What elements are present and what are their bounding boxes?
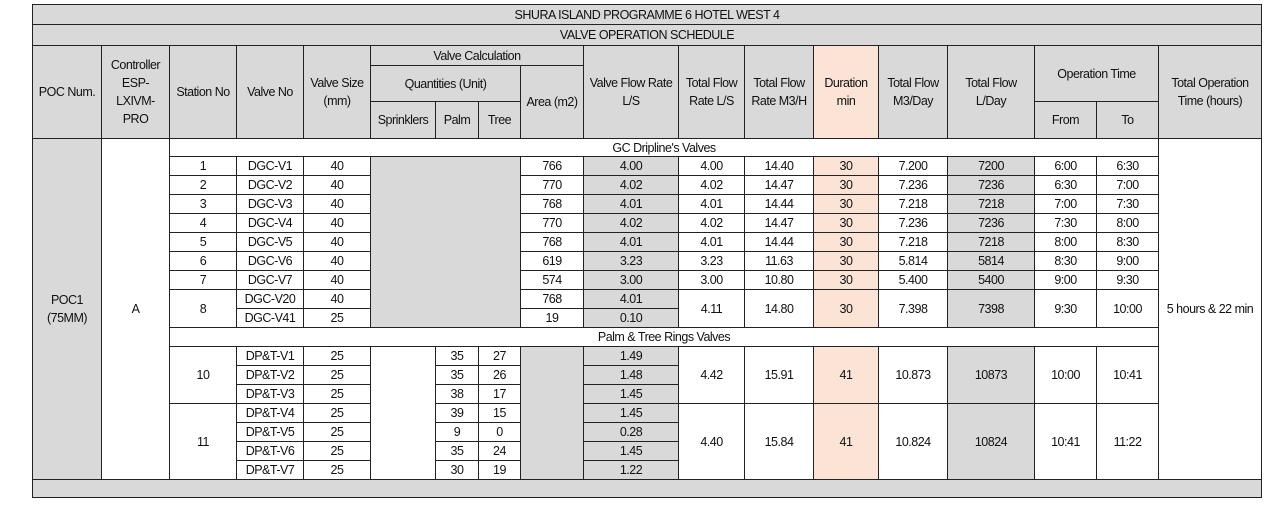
time-to: 10:00 xyxy=(1097,290,1159,328)
valve-no: DGC-V4 xyxy=(237,214,304,233)
tree-count: 17 xyxy=(479,385,521,404)
quantities-empty xyxy=(371,157,521,328)
total-flow-m3day: 7.200 xyxy=(879,157,948,176)
station-no: 2 xyxy=(170,176,237,195)
total-flow-ls: 4.42 xyxy=(679,347,745,404)
valve-size: 25 xyxy=(304,461,371,480)
total-flow-lday: 7218 xyxy=(948,233,1035,252)
palm-count: 35 xyxy=(436,366,479,385)
total-flow-lday: 7236 xyxy=(948,176,1035,195)
total-flow-m3h: 11.63 xyxy=(745,252,814,271)
time-from: 10:00 xyxy=(1035,347,1097,404)
valve-flow: 1.48 xyxy=(584,366,679,385)
valve-no: DGC-V7 xyxy=(237,271,304,290)
valve-flow: 1.45 xyxy=(584,385,679,404)
total-flow-m3day: 10.824 xyxy=(879,404,948,480)
sheet-title: SHURA ISLAND PROGRAMME 6 HOTEL WEST 4 xyxy=(33,5,1262,25)
time-from: 6:30 xyxy=(1035,176,1097,195)
header-area: Area (m2) xyxy=(521,66,584,139)
tree-count: 27 xyxy=(479,347,521,366)
valve-size: 25 xyxy=(304,385,371,404)
station-no: 4 xyxy=(170,214,237,233)
total-flow-m3day: 10.873 xyxy=(879,347,948,404)
valve-flow: 3.23 xyxy=(584,252,679,271)
time-to: 7:00 xyxy=(1097,176,1159,195)
area-empty xyxy=(521,347,584,480)
station-no: 8 xyxy=(170,290,237,328)
valve-schedule-table xyxy=(32,4,1262,498)
header-tree: Tree xyxy=(479,102,521,139)
station-no: 10 xyxy=(170,347,237,404)
total-flow-m3day: 5.400 xyxy=(879,271,948,290)
total-flow-m3day: 5.814 xyxy=(879,252,948,271)
time-to: 8:30 xyxy=(1097,233,1159,252)
duration: 30 xyxy=(814,252,879,271)
valve-flow: 1.49 xyxy=(584,347,679,366)
duration: 30 xyxy=(814,195,879,214)
time-from: 9:00 xyxy=(1035,271,1097,290)
duration: 30 xyxy=(814,233,879,252)
valve-flow: 3.00 xyxy=(584,271,679,290)
time-to: 11:22 xyxy=(1097,404,1159,480)
valve-flow: 1.45 xyxy=(584,404,679,423)
tree-count: 26 xyxy=(479,366,521,385)
total-flow-m3h: 14.47 xyxy=(745,176,814,195)
time-from: 7:00 xyxy=(1035,195,1097,214)
time-to: 6:30 xyxy=(1097,157,1159,176)
poc-size: (75MM) xyxy=(46,311,88,325)
time-to: 9:30 xyxy=(1097,271,1159,290)
header-valve-calculation: Valve Calculation xyxy=(371,46,584,66)
valve-size: 40 xyxy=(304,157,371,176)
section-title-dripline: GC Dripline's Valves xyxy=(170,139,1159,157)
total-flow-m3h: 14.44 xyxy=(745,233,814,252)
valve-flow: 4.01 xyxy=(584,233,679,252)
time-from: 6:00 xyxy=(1035,157,1097,176)
total-flow-lday: 7398 xyxy=(948,290,1035,328)
valve-flow: 4.02 xyxy=(584,176,679,195)
header-valve-flow: Valve Flow Rate L/S xyxy=(584,46,679,139)
total-flow-m3day: 7.236 xyxy=(879,214,948,233)
poc-cell xyxy=(33,139,102,480)
valve-no: DP&T-V4 xyxy=(237,404,304,423)
palm-count: 35 xyxy=(436,442,479,461)
time-from: 8:30 xyxy=(1035,252,1097,271)
time-from: 8:00 xyxy=(1035,233,1097,252)
station-no: 7 xyxy=(170,271,237,290)
tree-count: 0 xyxy=(479,423,521,442)
valve-no: DGC-V6 xyxy=(237,252,304,271)
total-flow-m3day: 7.398 xyxy=(879,290,948,328)
total-flow-m3h: 14.80 xyxy=(745,290,814,328)
total-flow-m3h: 14.44 xyxy=(745,195,814,214)
area: 770 xyxy=(521,214,584,233)
total-flow-ls: 4.00 xyxy=(679,157,745,176)
duration: 30 xyxy=(814,271,879,290)
area: 19 xyxy=(521,309,584,328)
total-flow-ls: 4.01 xyxy=(679,233,745,252)
area: 766 xyxy=(521,157,584,176)
total-flow-m3h: 15.84 xyxy=(745,404,814,480)
palm-count: 38 xyxy=(436,385,479,404)
valve-no: DGC-V20 xyxy=(237,290,304,309)
total-flow-lday: 10824 xyxy=(948,404,1035,480)
total-flow-m3day: 7.236 xyxy=(879,176,948,195)
poc-label: POC1 xyxy=(50,293,84,307)
time-to: 7:30 xyxy=(1097,195,1159,214)
area: 768 xyxy=(521,233,584,252)
duration: 30 xyxy=(814,214,879,233)
valve-no: DP&T-V3 xyxy=(237,385,304,404)
time-from: 9:30 xyxy=(1035,290,1097,328)
valve-size: 40 xyxy=(304,290,371,309)
section-title-palm-tree: Palm & Tree Rings Valves xyxy=(170,328,1159,347)
total-flow-lday: 10873 xyxy=(948,347,1035,404)
total-flow-ls: 3.23 xyxy=(679,252,745,271)
total-flow-lday: 5814 xyxy=(948,252,1035,271)
header-sprinklers: Sprinklers xyxy=(371,102,436,139)
total-flow-ls: 4.40 xyxy=(679,404,745,480)
time-from: 7:30 xyxy=(1035,214,1097,233)
station-no: 11 xyxy=(170,404,237,480)
valve-size: 25 xyxy=(304,366,371,385)
tree-count: 15 xyxy=(479,404,521,423)
total-flow-lday: 5400 xyxy=(948,271,1035,290)
total-flow-ls: 4.11 xyxy=(679,290,745,328)
total-flow-m3day: 7.218 xyxy=(879,233,948,252)
header-station: Station No xyxy=(170,46,237,139)
total-flow-m3day: 7.218 xyxy=(879,195,948,214)
total-flow-m3h: 14.40 xyxy=(745,157,814,176)
header-duration: Duration min xyxy=(814,46,879,139)
valve-no: DP&T-V2 xyxy=(237,366,304,385)
time-to: 8:00 xyxy=(1097,214,1159,233)
valve-no: DGC-V2 xyxy=(237,176,304,195)
total-flow-m3h: 14.47 xyxy=(745,214,814,233)
valve-flow: 0.28 xyxy=(584,423,679,442)
area: 770 xyxy=(521,176,584,195)
header-from: From xyxy=(1035,102,1097,139)
header-total-flow-ls: Total Flow Rate L/S xyxy=(679,46,745,139)
area: 574 xyxy=(521,271,584,290)
total-flow-m3h: 10.80 xyxy=(745,271,814,290)
palm-count: 39 xyxy=(436,404,479,423)
header-total-operation: Total Operation Time (hours) xyxy=(1159,46,1262,139)
duration: 30 xyxy=(814,176,879,195)
header-total-flow-m3day: Total Flow M3/Day xyxy=(879,46,948,139)
valve-size: 25 xyxy=(304,423,371,442)
valve-flow: 0.10 xyxy=(584,309,679,328)
sprinklers-empty xyxy=(371,347,436,480)
header-poc: POC Num. xyxy=(33,46,102,139)
time-to: 10:41 xyxy=(1097,347,1159,404)
valve-no: DGC-V1 xyxy=(237,157,304,176)
valve-no: DGC-V3 xyxy=(237,195,304,214)
duration: 41 xyxy=(814,347,879,404)
valve-flow: 4.01 xyxy=(584,195,679,214)
palm-count: 35 xyxy=(436,347,479,366)
valve-size: 40 xyxy=(304,233,371,252)
tree-count: 19 xyxy=(479,461,521,480)
header-valve-no: Valve No xyxy=(237,46,304,139)
valve-flow: 1.22 xyxy=(584,461,679,480)
station-no: 3 xyxy=(170,195,237,214)
duration: 30 xyxy=(814,157,879,176)
header-controller: Controller ESP-LXIVM-PRO xyxy=(102,46,170,139)
footer-band xyxy=(33,480,1262,498)
valve-no: DP&T-V5 xyxy=(237,423,304,442)
total-flow-lday: 7200 xyxy=(948,157,1035,176)
total-flow-lday: 7236 xyxy=(948,214,1035,233)
area: 768 xyxy=(521,195,584,214)
valve-size: 40 xyxy=(304,176,371,195)
header-operation-time: Operation Time xyxy=(1035,46,1159,102)
header-valve-size: Valve Size (mm) xyxy=(304,46,371,139)
total-flow-ls: 3.00 xyxy=(679,271,745,290)
valve-flow: 1.45 xyxy=(584,442,679,461)
valve-flow: 4.02 xyxy=(584,214,679,233)
sheet-subtitle: VALVE OPERATION SCHEDULE xyxy=(33,25,1262,46)
valve-no: DP&T-V1 xyxy=(237,347,304,366)
header-total-flow-m3h: Total Flow Rate M3/H xyxy=(745,46,814,139)
area: 619 xyxy=(521,252,584,271)
time-to: 9:00 xyxy=(1097,252,1159,271)
area: 768 xyxy=(521,290,584,309)
valve-size: 40 xyxy=(304,271,371,290)
valve-size: 40 xyxy=(304,252,371,271)
header-palm: Palm xyxy=(436,102,479,139)
duration: 30 xyxy=(814,290,879,328)
header-quantities: Quantities (Unit) xyxy=(371,66,521,102)
station-no: 1 xyxy=(170,157,237,176)
valve-no: DP&T-V7 xyxy=(237,461,304,480)
header-total-flow-lday: Total Flow L/Day xyxy=(948,46,1035,139)
duration: 41 xyxy=(814,404,879,480)
valve-size: 25 xyxy=(304,442,371,461)
header-to: To xyxy=(1097,102,1159,139)
controller-cell: A xyxy=(102,139,170,480)
tree-count: 24 xyxy=(479,442,521,461)
valve-no: DGC-V41 xyxy=(237,309,304,328)
valve-size: 25 xyxy=(304,309,371,328)
palm-count: 9 xyxy=(436,423,479,442)
time-from: 10:41 xyxy=(1035,404,1097,480)
total-operation-time: 5 hours & 22 min xyxy=(1159,139,1262,480)
valve-flow: 4.00 xyxy=(584,157,679,176)
total-flow-ls: 4.02 xyxy=(679,214,745,233)
valve-no: DP&T-V6 xyxy=(237,442,304,461)
valve-size: 25 xyxy=(304,347,371,366)
total-flow-ls: 4.02 xyxy=(679,176,745,195)
valve-size: 40 xyxy=(304,195,371,214)
valve-flow: 4.01 xyxy=(584,290,679,309)
total-flow-ls: 4.01 xyxy=(679,195,745,214)
valve-no: DGC-V5 xyxy=(237,233,304,252)
total-flow-m3h: 15.91 xyxy=(745,347,814,404)
valve-size: 40 xyxy=(304,214,371,233)
valve-size: 25 xyxy=(304,404,371,423)
station-no: 6 xyxy=(170,252,237,271)
total-flow-lday: 7218 xyxy=(948,195,1035,214)
station-no: 5 xyxy=(170,233,237,252)
palm-count: 30 xyxy=(436,461,479,480)
